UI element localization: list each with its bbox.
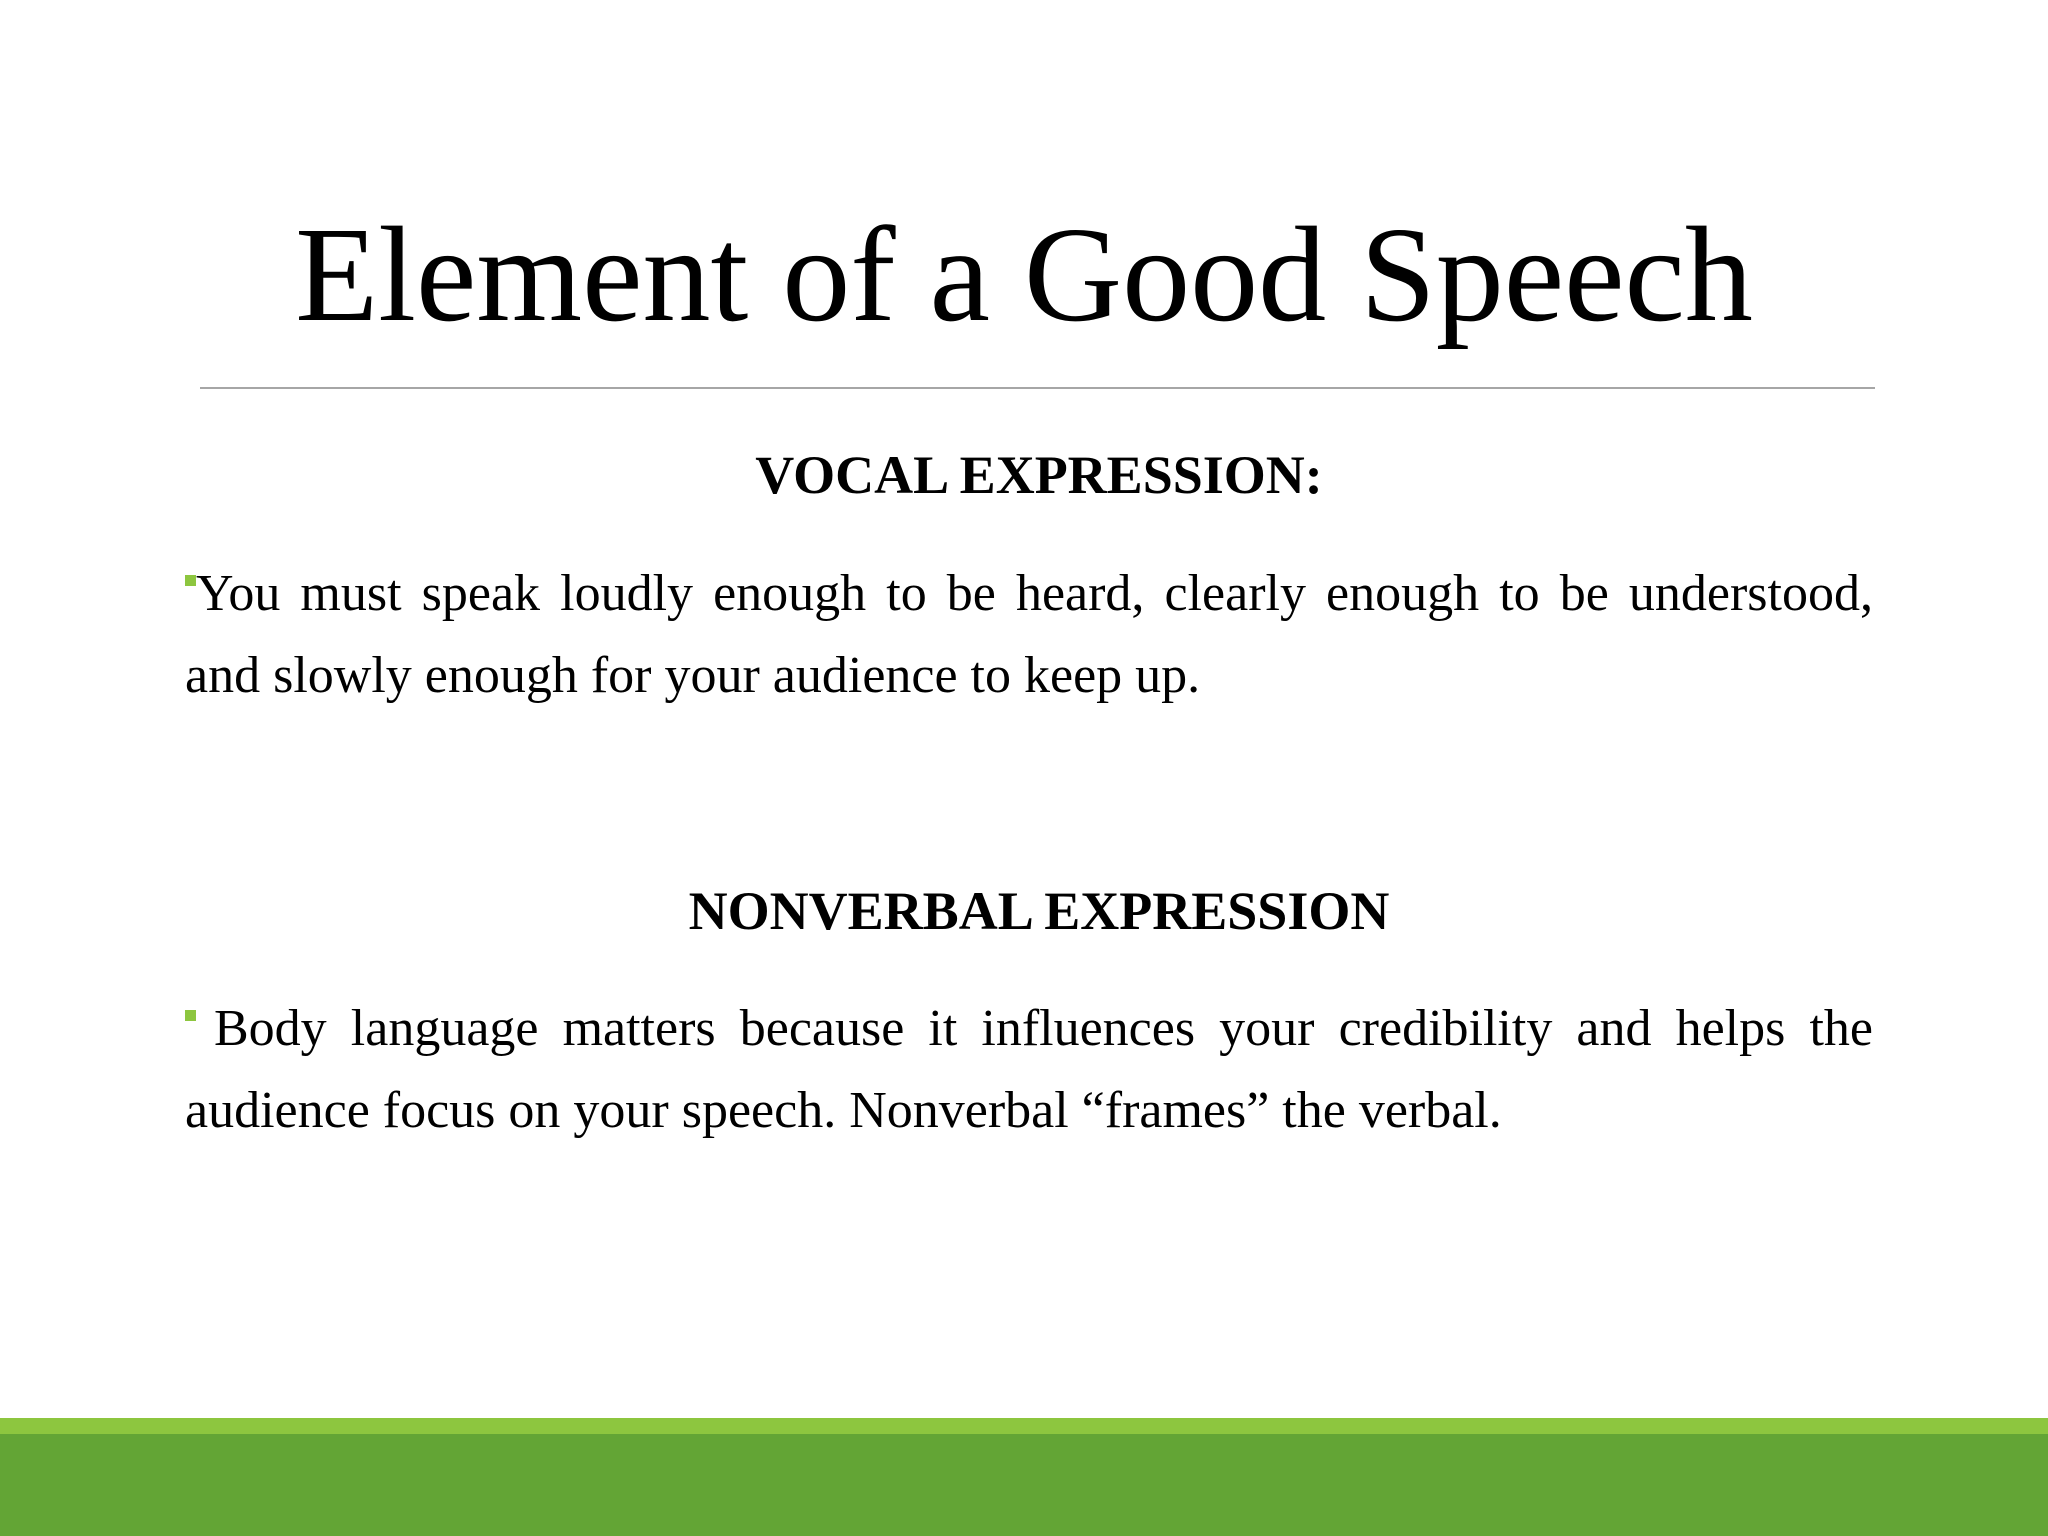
nonverbal-expression-heading: NONVERBAL EXPRESSION — [688, 881, 1390, 941]
square-bullet-icon — [185, 1010, 196, 1021]
slide-title: Element of a Good Speech — [295, 200, 1753, 350]
nonverbal-expression-bullet — [185, 988, 1873, 1152]
vocal-expression-heading: VOCAL EXPRESSION: — [755, 445, 1323, 505]
footer-accent-band — [0, 1418, 2048, 1434]
title-divider — [200, 387, 1875, 389]
vocal-expression-text: You must speak loudly enough to be heard, clearly enough to be understood, and slowly enough for your audience to keep up. — [185, 565, 1873, 704]
square-bullet-icon — [185, 575, 196, 586]
nonverbal-expression-text: Body language matters because it influences your credibility and helps the audience focus on your speech. Nonverbal “frames” the verbal. — [185, 1000, 1873, 1139]
vocal-expression-bullet — [185, 553, 1873, 717]
footer-band — [0, 1434, 2048, 1536]
